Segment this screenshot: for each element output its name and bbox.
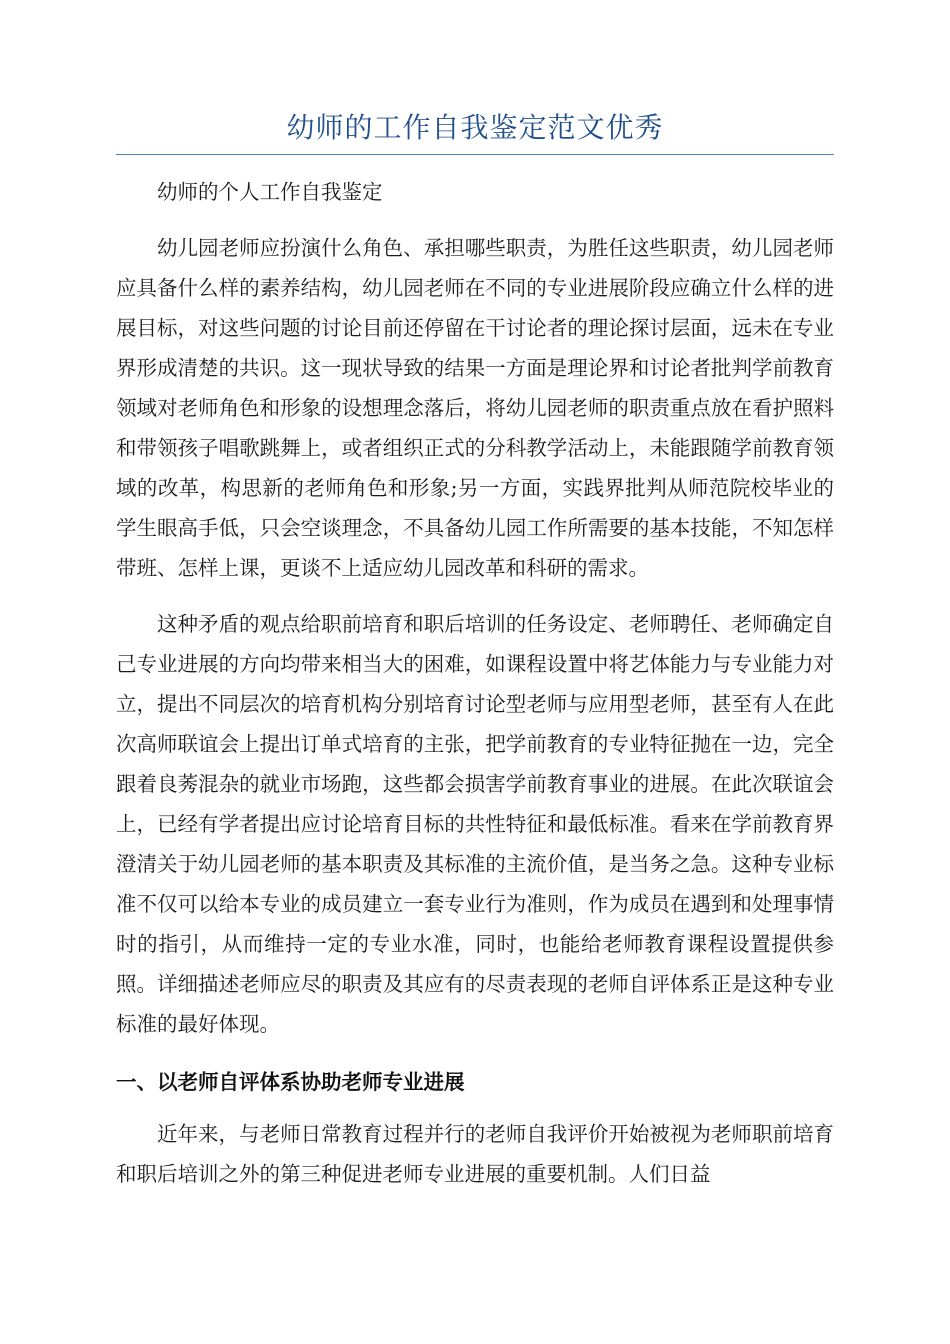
body-paragraph-2: 这种矛盾的观点给职前培育和职后培训的任务设定、老师聘任、老师确定自己专业进展的方向均带来相当大的困难，如课程设置中将艺体能力与专业能力对立，提出不同层次的培育机构分别培育讨论型老师与应用型老师，甚至有人在此次高师联谊会上提出订单式培育的主张，把学前教育的专业特征抛在一边，完全跟着良莠混杂的就业市场跑，这些都会损害学前教育事业的进展。在此次联谊会上，已经有学者提出应讨论培育目标的共性特征和最低标准。看来在学前教育界澄清关于幼儿园老师的基本职责及其标准的主流价值，是当务之急。这种专业标准不仅可以给本专业的成员建立一套专业行为准则，作为成员在遇到和处理事情时的指引，从而维持一定的专业水准，同时，也能给老师教育课程设置提供参照。详细描述老师应尽的职责及其应有的尽责表现的老师自评体系正是这种专业标准的最好体现。 — [116, 612, 834, 1036]
document-body — [116, 172, 834, 1194]
section-paragraph: 近年来，与老师日常教育过程并行的老师自我评价开始被视为老师职前培育和职后培训之外的第三种促进老师专业进展的重要机制。人们日益 — [116, 1122, 834, 1186]
body-paragraph-1: 幼儿园老师应扮演什么角色、承担哪些职责，为胜任这些职责，幼儿园老师应具备什么样的素养结构，幼儿园老师在不同的专业进展阶段应确立什么样的进展目标，对这些问题的讨论目前还停留在干讨论者的理论探讨层面，远未在专业界形成清楚的共识。这一现状导致的结果一方面是理论界和讨论者批判学前教育领域对老师角色和形象的设想理念落后，将幼儿园老师的职责重点放在看护照料和带领孩子唱歌跳舞上，或者组织正式的分科教学活动上，未能跟随学前教育领域的改革，构思新的老师角色和形象;另一方面，实践界批判从师范院校毕业的学生眼高手低，只会空谈理念，不具备幼儿园工作所需要的基本技能，不知怎样带班、怎样上课，更谈不上适应幼儿园改革和科研的需求。 — [116, 236, 834, 580]
page-title: 幼师的工作自我鉴定范文优秀 — [286, 111, 664, 144]
section-heading: 一、以老师自评体系协助老师专业进展 — [116, 1070, 465, 1094]
document-subtitle: 幼师的个人工作自我鉴定 — [157, 180, 383, 204]
title-block — [116, 104, 834, 155]
